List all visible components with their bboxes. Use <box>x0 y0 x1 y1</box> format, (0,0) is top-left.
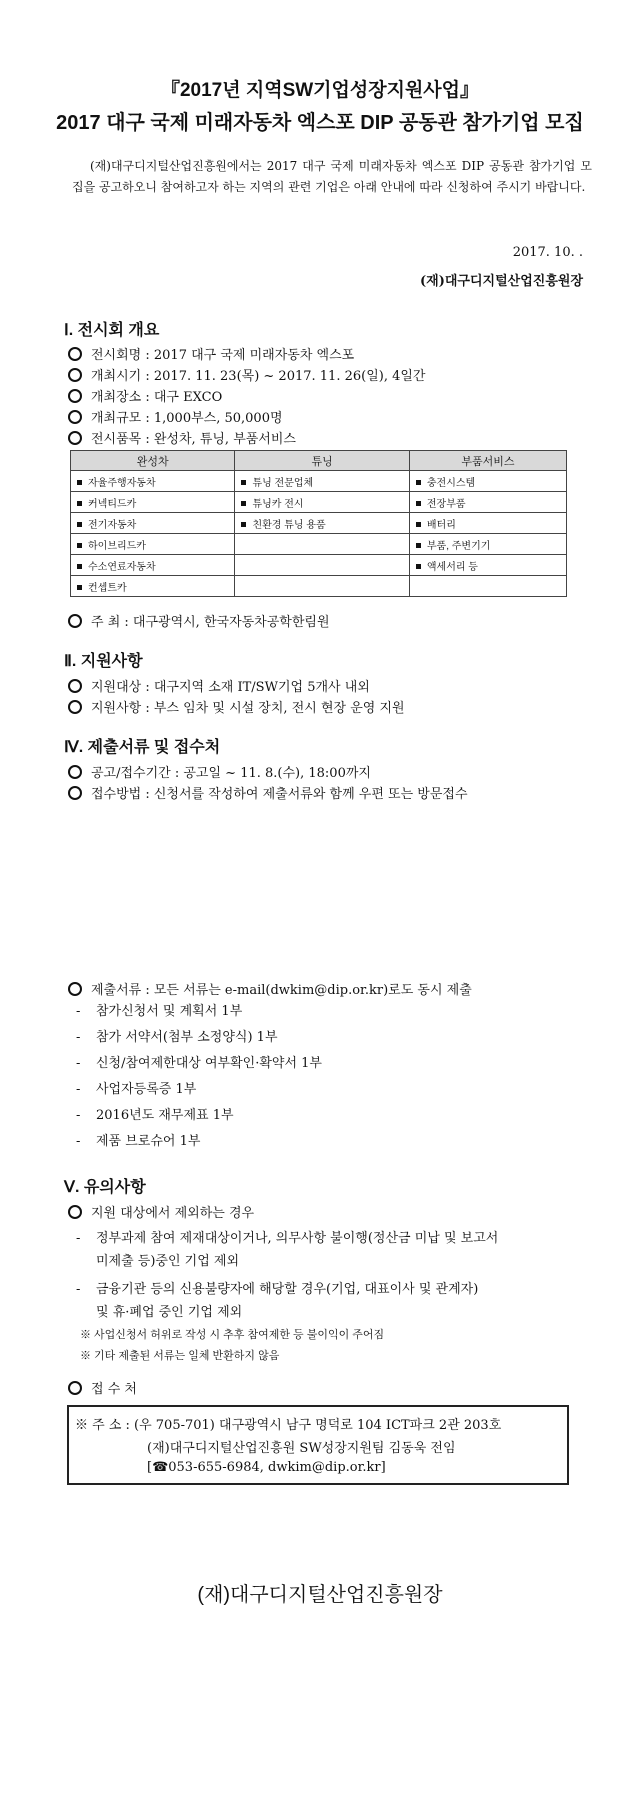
table-cell: 컨셉트카 <box>71 576 235 597</box>
documents-intro: 제출서류 : 모든 서류는 e-mail(dwkim@dip.or.kr)로도 동시 제출 <box>68 979 472 998</box>
circle-bullet-icon <box>68 679 82 693</box>
circle-bullet-icon <box>68 347 82 361</box>
caution-dash: - 금융기관 등의 신용불량자에 해당할 경우(기업, 대표이사 및 관계자) <box>76 1282 479 1297</box>
circle-bullet-icon <box>68 786 82 800</box>
table-row <box>71 534 567 555</box>
table-cell: 부품, 주변기기 <box>409 534 566 555</box>
notice-date: 2017. 10. . <box>512 245 583 260</box>
table-cell: 친환경 튜닝 용품 <box>235 513 409 534</box>
support-item: 지원사항 : 부스 임차 및 시설 장치, 전시 현장 운영 지원 <box>68 697 405 716</box>
table-header: 부품서비스 <box>409 451 566 471</box>
section-4-heading: Ⅴ. 유의사항 <box>64 1179 146 1196</box>
document-item: - 사업자등록증 1부 <box>76 1082 197 1097</box>
table-cell: 하이브리드카 <box>71 534 235 555</box>
table-row <box>71 576 567 597</box>
caution-dash-cont: 및 휴·폐업 중인 기업 제외 <box>96 1305 243 1320</box>
table-cell: 튜닝 전문업체 <box>235 471 409 492</box>
contact-heading: 접 수 처 <box>68 1378 137 1397</box>
table-cell: 자율주행자동차 <box>71 471 235 492</box>
overview-item: 전시회명 : 2017 대구 국제 미래자동차 엑스포 <box>68 344 354 363</box>
square-bullet-icon <box>77 501 82 506</box>
square-bullet-icon <box>416 480 421 485</box>
table-cell: 전장부품 <box>409 492 566 513</box>
square-bullet-icon <box>416 522 421 527</box>
square-bullet-icon <box>241 480 246 485</box>
circle-bullet-icon <box>68 368 82 382</box>
submission-item: 공고/접수기간 : 공고일 ~ 11. 8.(수), 18:00까지 <box>68 762 371 781</box>
square-bullet-icon <box>416 501 421 506</box>
table-cell: 액세서리 등 <box>409 555 566 576</box>
square-bullet-icon <box>77 564 82 569</box>
square-bullet-icon <box>77 585 82 590</box>
square-bullet-icon <box>77 522 82 527</box>
contact-phone-email: [☎053-655-6984, dwkim@dip.or.kr] <box>147 1460 386 1475</box>
table-row <box>71 555 567 576</box>
circle-bullet-icon <box>68 389 82 403</box>
square-bullet-icon <box>241 522 246 527</box>
document-item: - 신청/참여제한대상 여부확인·확약서 1부 <box>76 1056 322 1071</box>
overview-item: 개최장소 : 대구 EXCO <box>68 386 222 405</box>
table-cell <box>235 576 409 597</box>
title-line2: 2017 대구 국제 미래자동차 엑스포 DIP 공동관 참가기업 모집 <box>56 112 584 134</box>
circle-bullet-icon <box>68 700 82 714</box>
contact-address: ※ 주 소 : (우 705-701) 대구광역시 남구 명덕로 104 ICT파크 2관 203호 <box>75 1418 502 1433</box>
circle-bullet-icon <box>68 982 82 996</box>
document-item: - 참가신청서 및 계획서 1부 <box>76 1004 243 1019</box>
host-line: 주 최 : 대구광역시, 한국자동차공학한림원 <box>68 611 330 630</box>
table-row <box>71 471 567 492</box>
overview-item: 전시품목 : 완성차, 튜닝, 부품서비스 <box>68 428 296 447</box>
document-item: - 제품 브로슈어 1부 <box>76 1134 201 1149</box>
caution-dash-cont: 미제출 등)중인 기업 제외 <box>96 1254 240 1269</box>
document-item: - 2016년도 재무제표 1부 <box>76 1108 234 1123</box>
circle-bullet-icon <box>68 431 82 445</box>
footer-issuer: (재)대구디지털산업진흥원장 <box>197 1584 443 1606</box>
caution-item: 지원 대상에서 제외하는 경우 <box>68 1202 254 1221</box>
square-bullet-icon <box>241 501 246 506</box>
exhibit-category-table <box>70 450 567 597</box>
square-bullet-icon <box>77 480 82 485</box>
table-cell: 튜닝카 전시 <box>235 492 409 513</box>
table-cell: 충전시스템 <box>409 471 566 492</box>
table-header: 튜닝 <box>235 451 409 471</box>
table-cell <box>235 534 409 555</box>
table-cell <box>409 576 566 597</box>
contact-person: (재)대구디지털산업진흥원 SW성장지원팀 김동욱 전임 <box>147 1441 456 1456</box>
circle-bullet-icon <box>68 1381 82 1395</box>
overview-item: 개최시기 : 2017. 11. 23(목) ~ 2017. 11. 26(일), 4일간 <box>68 365 425 384</box>
square-bullet-icon <box>77 543 82 548</box>
issuer: (재)대구디지털산업진흥원장 <box>420 274 583 289</box>
caution-dash: - 정부과제 참여 제재대상이거나, 의무사항 불이행(정산금 미납 및 보고서 <box>76 1231 499 1246</box>
note: ※ 사업신청서 허위로 작성 시 추후 참여제한 등 불이익이 주어짐 <box>80 1329 385 1341</box>
section-1-heading: Ⅰ. 전시회 개요 <box>64 322 160 339</box>
table-row <box>71 513 567 534</box>
intro-paragraph: (재)대구디지털산업진흥원에서는 2017 대구 국제 미래자동차 엑스포 DIP 공동관 참가기업 모집을 공고하오니 참여하고자 하는 지역의 관련 기업은 아래 안내에 따라 신청하여 주시기 바랍니다. <box>72 159 592 194</box>
contact-box <box>67 1405 569 1485</box>
table-cell <box>235 555 409 576</box>
circle-bullet-icon <box>68 765 82 779</box>
section-2-heading: Ⅱ. 지원사항 <box>64 653 143 670</box>
table-cell: 커넥티드카 <box>71 492 235 513</box>
square-bullet-icon <box>416 564 421 569</box>
section-3-heading: Ⅳ. 제출서류 및 접수처 <box>64 739 221 756</box>
submission-item: 접수방법 : 신청서를 작성하여 제출서류와 함께 우편 또는 방문접수 <box>68 783 468 802</box>
table-body <box>71 471 567 597</box>
table-cell: 수소연료자동차 <box>71 555 235 576</box>
table-cell: 전기자동차 <box>71 513 235 534</box>
table-header: 완성차 <box>71 451 235 471</box>
table-row <box>71 492 567 513</box>
overview-item: 개최규모 : 1,000부스, 50,000명 <box>68 407 283 426</box>
document-item: - 참가 서약서(첨부 소정양식) 1부 <box>76 1030 278 1045</box>
table-cell: 배터리 <box>409 513 566 534</box>
title-line1: 『2017년 지역SW기업성장지원사업』 <box>160 80 480 101</box>
circle-bullet-icon <box>68 410 82 424</box>
support-item: 지원대상 : 대구지역 소재 IT/SW기업 5개사 내외 <box>68 676 370 695</box>
square-bullet-icon <box>416 543 421 548</box>
note: ※ 기타 제출된 서류는 일체 반환하지 않음 <box>80 1350 280 1362</box>
circle-bullet-icon <box>68 1205 82 1219</box>
circle-bullet-icon <box>68 614 82 628</box>
